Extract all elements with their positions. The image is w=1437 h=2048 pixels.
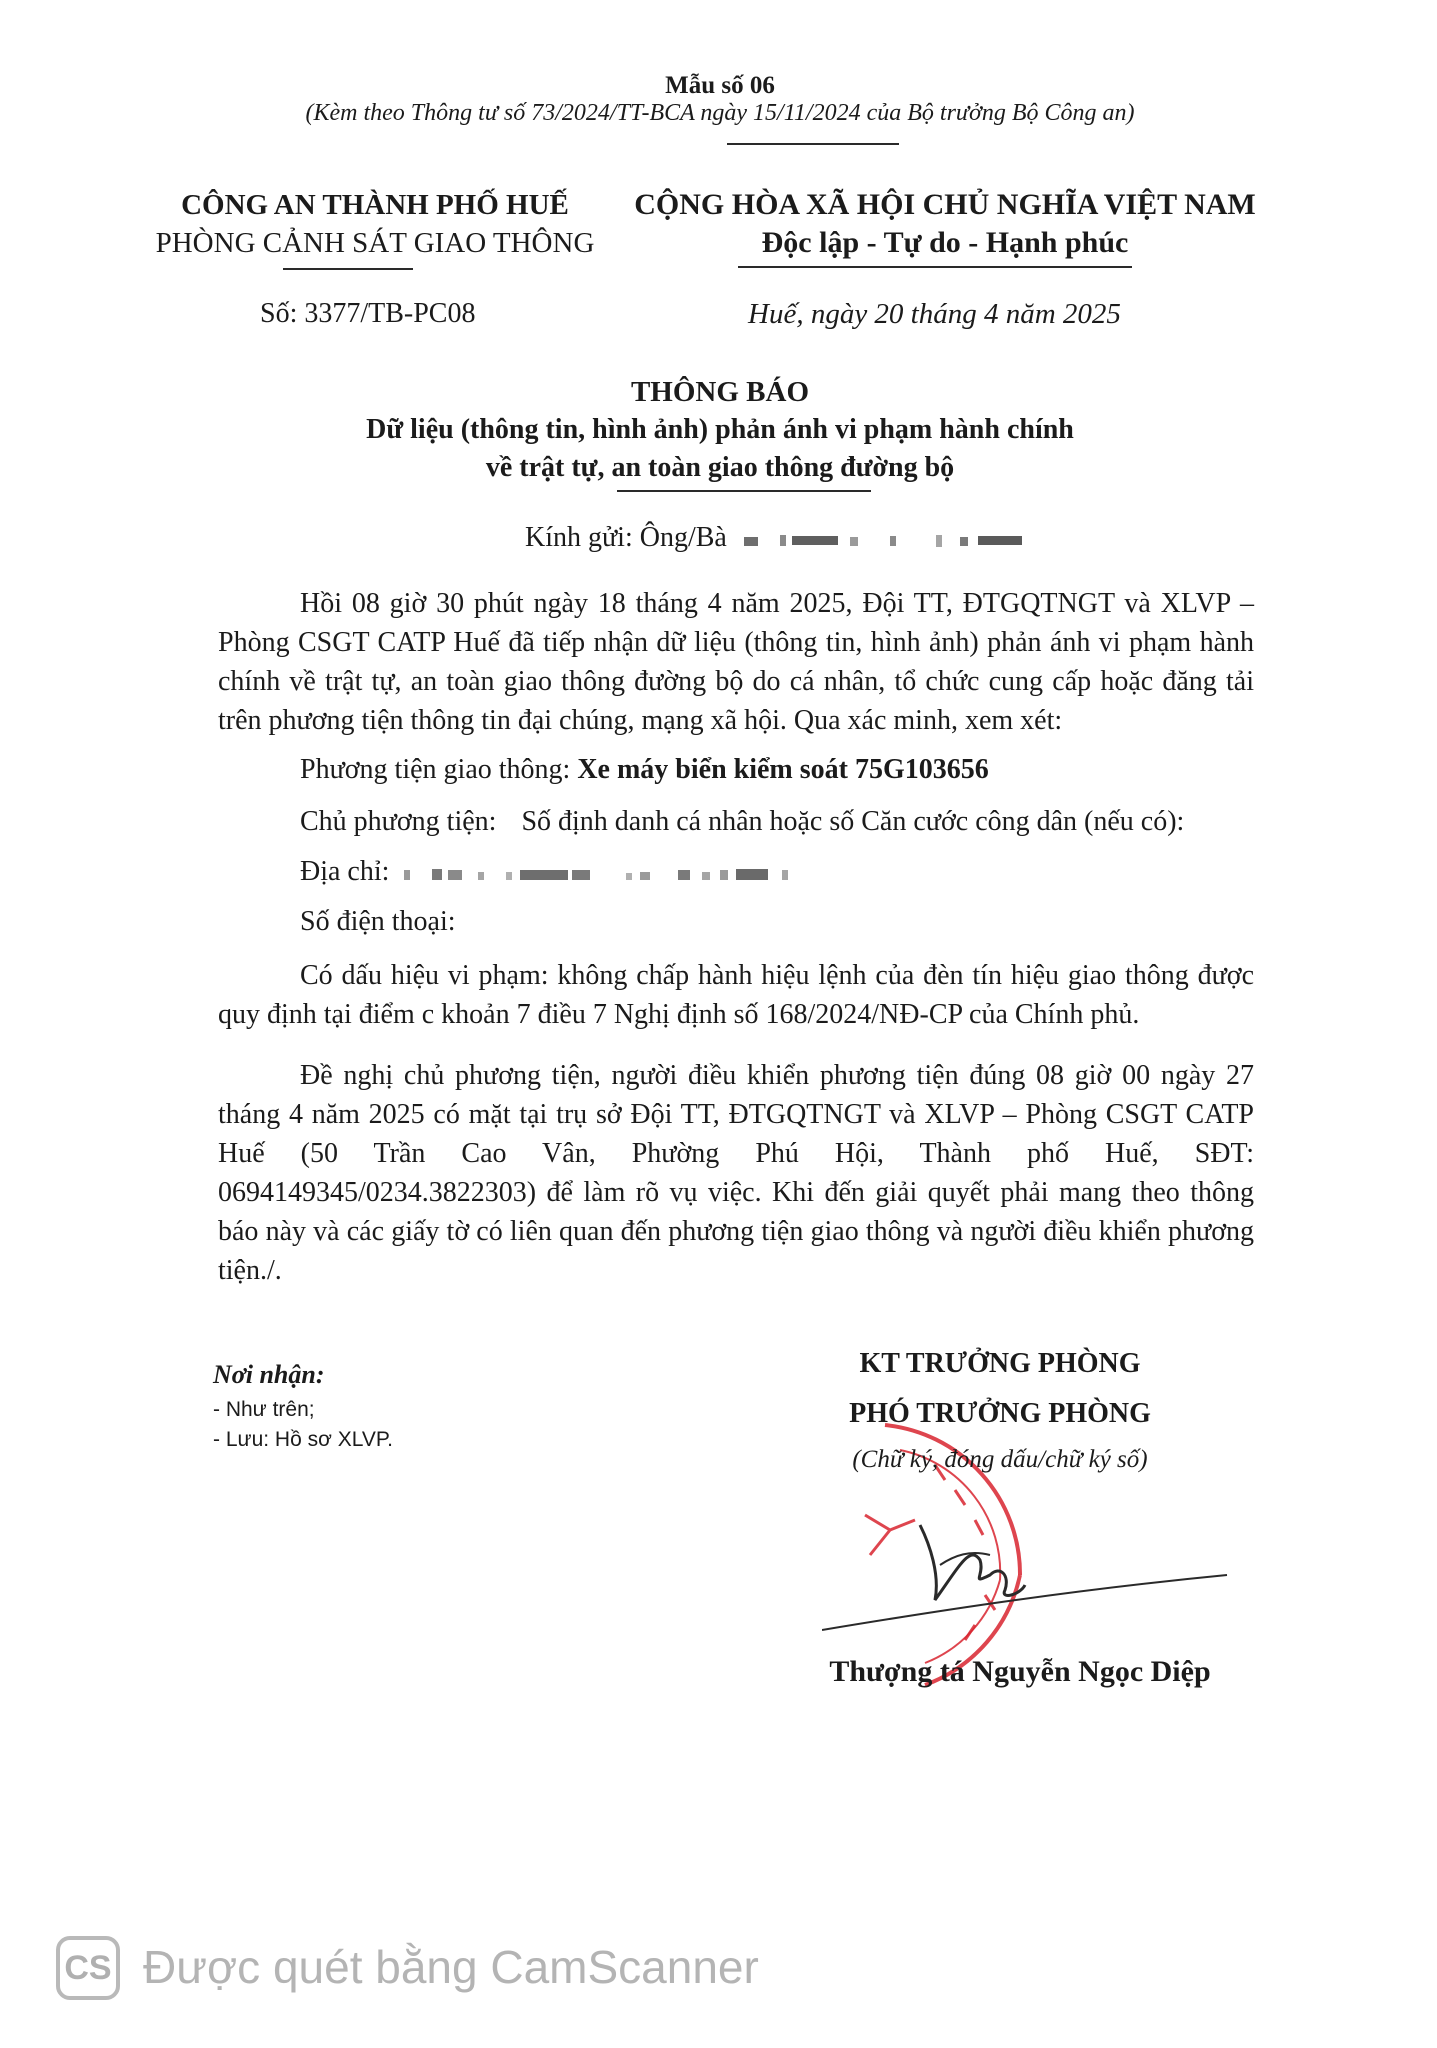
address-line bbox=[300, 856, 902, 888]
intro-paragraph: Hồi 08 giờ 30 phút ngày 18 tháng 4 năm 2025, Đội TT, ĐTGQTNGT và XLVP – Phòng CSGT CATP Huế đã tiếp nhận dữ liệu (thông tin, hình ảnh) phản ánh vi phạm hành chính về trật tự, an toàn giao thông đường bộ do cá nhân, tổ chức cung cấp hoặc đăng tải trên phương tiện thông tin đại chúng, mạng xã hội. Qua xác minh, xem xét: bbox=[218, 588, 1254, 736]
vehicle-plate: Xe máy biển kiểm soát 75G103656 bbox=[577, 754, 989, 785]
salutation-label: Kính gửi: Ông/Bà bbox=[525, 522, 727, 553]
subtitle-underline bbox=[617, 490, 871, 492]
recipients-heading: Nơi nhận: bbox=[213, 1360, 325, 1389]
document-number: Số: 3377/TB-PC08 bbox=[260, 298, 476, 329]
redacted-name bbox=[740, 532, 1030, 548]
owner-id-label: Số định danh cá nhân hoặc số Căn cước công dân (nếu có): bbox=[521, 806, 1185, 837]
agency-line-1: CÔNG AN THÀNH PHỐ HUẾ bbox=[181, 189, 569, 221]
national-motto bbox=[630, 186, 1260, 262]
phone-line bbox=[300, 906, 456, 938]
issuing-agency bbox=[140, 186, 610, 262]
redacted-address bbox=[402, 866, 902, 882]
nation-line-2: Độc lập - Tự do - Hạnh phúc bbox=[761, 226, 1129, 259]
place-date: Huế, ngày 20 tháng 4 năm 2025 bbox=[748, 298, 1121, 330]
notice-subtitle-2: về trật tự, an toàn giao thông đường bộ bbox=[485, 452, 955, 483]
camscanner-logo-icon: CS bbox=[56, 1936, 120, 2000]
owner-label: Chủ phương tiện: bbox=[300, 806, 497, 837]
recipient-item: - Lưu: Hồ sơ XLVP. bbox=[213, 1428, 393, 1451]
signature-title-2: PHÓ TRƯỞNG PHÒNG bbox=[849, 1398, 1151, 1429]
nation-line-1: CỘNG HÒA XÃ HỘI CHỦ NGHĨA VIỆT NAM bbox=[634, 188, 1256, 221]
agency-underline bbox=[283, 268, 413, 270]
owner-line bbox=[300, 806, 1184, 838]
camscanner-watermark: Được quét bằng CamScanner bbox=[143, 1941, 759, 1993]
phone-label: Số điện thoại: bbox=[300, 906, 456, 937]
address-label: Địa chỉ: bbox=[300, 856, 390, 887]
agency-line-2: PHÒNG CẢNH SÁT GIAO THÔNG bbox=[155, 227, 595, 259]
form-reference: (Kèm theo Thông tư số 73/2024/TT-BCA ngày 15/11/2024 của Bộ trưởng Bộ Công an) bbox=[305, 100, 1135, 126]
vehicle-label: Phương tiện giao thông: bbox=[300, 754, 578, 785]
notice-subtitle-1: Dữ liệu (thông tin, hình ảnh) phản ánh vi phạm hành chính bbox=[366, 414, 1074, 445]
recipient-item: - Như trên; bbox=[213, 1398, 315, 1421]
signature-note: (Chữ ký, đóng dấu/chữ ký số) bbox=[852, 1446, 1148, 1473]
notice-title: THÔNG BÁO bbox=[630, 376, 810, 408]
salutation bbox=[525, 522, 1030, 554]
violation-paragraph: Có dấu hiệu vi phạm: không chấp hành hiệu lệnh của đèn tín hiệu giao thông được quy định tại điểm c khoản 7 điều 7 Nghị định số 168/2024/NĐ-CP của Chính phủ. bbox=[218, 960, 1254, 1030]
form-number: Mẫu số 06 bbox=[665, 72, 775, 99]
reference-underline bbox=[727, 143, 899, 145]
request-paragraph: Đề nghị chủ phương tiện, người điều khiển phương tiện đúng 08 giờ 00 ngày 27 tháng 4 năm 2025 có mặt tại trụ sở Đội TT, ĐTGQTNGT và XLVP – Phòng CSGT CATP Huế (50 Trần Cao Vân, Phường Phú Hội, Thành phố Huế, SĐT: 0694149345/0234.3822303) để làm rõ vụ việc. Khi đến giải quyết phải mang theo thông báo này và các giấy tờ có liên quan đến phương tiện giao thông và người điều khiển phương tiện./. bbox=[218, 1060, 1254, 1286]
motto-underline bbox=[738, 266, 1132, 268]
vehicle-line bbox=[300, 754, 989, 786]
signer-name: Thượng tá Nguyễn Ngọc Diệp bbox=[829, 1655, 1211, 1688]
signature-title-1: KT TRƯỞNG PHÒNG bbox=[859, 1348, 1141, 1379]
